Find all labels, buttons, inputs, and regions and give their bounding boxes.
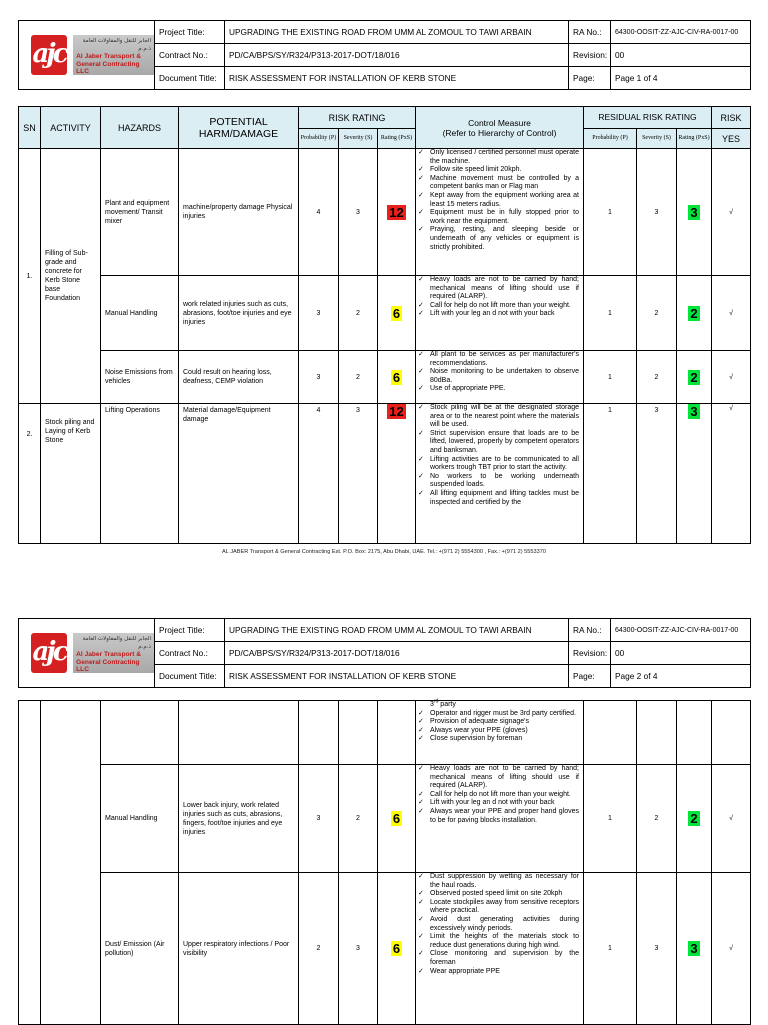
list-item: ✓ Kept away from the equipment working area at least 15 meters radius. <box>418 192 579 209</box>
list-item: ✓ Operator and rigger must be 3rd party certified. <box>418 710 579 719</box>
rating-cell <box>378 404 416 544</box>
table-row <box>19 404 751 544</box>
risk-cell <box>712 701 751 765</box>
residual-severity-cell: 2 <box>637 765 677 873</box>
ra-no: 64300-OOSIT-ZZ-AJC-CIV-RA-0017-00 <box>611 21 751 44</box>
residual-rating-cell <box>677 873 712 1025</box>
hazard-cell: Manual Handling <box>101 276 179 351</box>
rating-badge: 6 <box>392 811 401 826</box>
table-row <box>19 351 751 404</box>
severity-cell: 3 <box>339 404 378 544</box>
list-item: ✓ Equipment must be in fully stopped prior to work near the equipment. <box>418 209 579 226</box>
list-item: ✓ Use of appropriate PPE. <box>418 385 579 394</box>
page-number: Page 1 of 4 <box>611 67 751 90</box>
col-sn: SN <box>19 107 41 149</box>
harm-cell: work related injuries such as cuts, abrasions, foot/toe injuries and eye injuries <box>179 276 299 351</box>
contract-no-label: Contract No.: <box>155 44 225 67</box>
rating-cell <box>378 701 416 765</box>
contract-no: PD/CA/BPS/SY/R324/P313-2017-DOT/18/016 <box>225 642 569 665</box>
list-item: ✓ Close monitoring and supervision by the foreman <box>418 950 579 967</box>
rating-badge: 6 <box>392 305 401 321</box>
col-risk: RISK <box>712 107 751 129</box>
ra-no-label: RA No.: <box>569 21 611 44</box>
list-item: ✓ Only licensed / certified personnel must operate the machine. <box>418 149 579 166</box>
rating-cell <box>378 351 416 404</box>
contract-no-label: Contract No.: <box>155 642 225 665</box>
col-control-measure: Control Measure (Refer to Hierarchy of Control) <box>416 107 584 149</box>
list-item: ✓ No workers to be working underneath suspended loads. <box>418 473 579 490</box>
ra-no-label: RA No.: <box>569 619 611 642</box>
harm-cell: machine/property damage Physical injuries <box>179 149 299 276</box>
page-number: Page 2 of 4 <box>611 665 751 688</box>
hazard-cell: Lifting Operations <box>101 404 179 544</box>
revision-label: Revision: <box>569 642 611 665</box>
residual-probability-cell: 1 <box>584 149 637 276</box>
check-mark-icon: √ <box>712 149 751 276</box>
project-title: UPGRADING THE EXISTING ROAD FROM UMM AL ZOMOUL TO TAWI ARBAIN <box>225 21 569 44</box>
list-item: ✓ Close supervision by foreman <box>418 735 579 744</box>
probability-cell: 3 <box>299 351 339 404</box>
severity-cell <box>339 701 378 765</box>
col-residual-rating: Rating (PxS) <box>677 129 712 149</box>
list-item: ✓ Follow site speed limit 20kph. <box>418 166 579 175</box>
severity-cell: 2 <box>339 276 378 351</box>
hazard-cell: Noise Emissions from vehicles <box>101 351 179 404</box>
company-logo: ajc الجابر للنقل والمقاولات العامة ذ.م.م Al Jaber Transport & General Contracting LLC <box>19 619 155 688</box>
control-measure-cell <box>416 276 584 351</box>
hazard-cell: Manual Handling <box>101 765 179 873</box>
list-item: ✓ Dust suppression by wetting as necessary for the haul roads. <box>418 873 579 890</box>
harm-cell: Lower back injury, work related injuries such as cuts, abrasions, fingers, foot/toe injuries and eye injuries <box>179 765 299 873</box>
sn-cell: 2. <box>19 404 41 544</box>
residual-severity-cell: 3 <box>637 873 677 1025</box>
residual-probability-cell: 1 <box>584 276 637 351</box>
col-activity: ACTIVITY <box>41 107 101 149</box>
residual-rating-cell <box>677 404 712 544</box>
severity-cell: 2 <box>339 351 378 404</box>
list-item: ✓ Wear appropriate PPE <box>418 968 579 977</box>
table-row <box>19 765 751 873</box>
probability-cell: 4 <box>299 404 339 544</box>
list-item: ✓ Limit the heights of the materials stock to reduce dust generations during high wind. <box>418 933 579 950</box>
severity-cell: 3 <box>339 149 378 276</box>
probability-cell <box>299 701 339 765</box>
list-item: ✓ Praying, resting, and sleeping beside or underneath of any vehicles or equipment is strictly prohibited. <box>418 226 579 252</box>
col-residual-risk: RESIDUAL RISK RATING <box>584 107 712 129</box>
table-row <box>19 701 751 765</box>
table-row <box>19 149 751 276</box>
list-item: ✓ Observed posted speed limit on site 20kph <box>418 890 579 899</box>
list-item: ✓ Machine movement must be controlled by a competent banks man or Flag man <box>418 175 579 192</box>
activity-cell <box>41 701 101 1025</box>
list-item: ✓ Heavy loads are not to be carried by hand; mechanical means of lifting should use if required (ALARP). <box>418 765 579 791</box>
page-label: Page: <box>569 665 611 688</box>
list-item: ✓ Heavy loads are not to be carried by hand; mechanical means of lifting should use if required (ALARP). <box>418 276 579 302</box>
harm-cell: Could result on hearing loss, deafness, CEMP violation <box>179 351 299 404</box>
rating-badge: 12 <box>389 204 404 220</box>
project-title-label: Project Title: <box>155 21 225 44</box>
col-hazards: HAZARDS <box>101 107 179 149</box>
residual-rating-badge: 2 <box>690 811 698 826</box>
residual-severity-cell: 3 <box>637 149 677 276</box>
col-severity: Severity (S) <box>339 129 378 149</box>
risk-assessment-table-continued <box>18 700 751 1025</box>
rating-badge: 12 <box>389 404 404 419</box>
list-item: ✓ All plant to be services as per manufacturer's recommendations. <box>418 351 579 368</box>
hazard-cell <box>101 701 179 765</box>
rating-cell <box>378 276 416 351</box>
page-footer: AL JABER Transport & General Contracting Est. P.O. Box: 2175, Abu Dhabi, UAE. Tel.: +(971 2) 5554300 , Fax.: +(971 2) 5553370 <box>222 549 546 555</box>
sn-cell: 1. <box>19 149 41 404</box>
document-title-label: Document Title: <box>155 67 225 90</box>
residual-rating-badge: 3 <box>690 404 698 419</box>
residual-rating-badge: 2 <box>690 369 698 385</box>
severity-cell: 2 <box>339 765 378 873</box>
harm-cell: Upper respiratory infections / Poor visibility <box>179 873 299 1025</box>
residual-probability-cell <box>584 701 637 765</box>
control-measure-cell <box>416 149 584 276</box>
list-item: ✓ Stock piling will be at the designated storage area or to the nearest point where the materials will be used. <box>418 404 579 430</box>
residual-probability-cell: 1 <box>584 765 637 873</box>
residual-rating-cell <box>677 149 712 276</box>
list-item: ✓ Locate stockpiles away from sensitive receptors where practical. <box>418 899 579 916</box>
control-measure-cell <box>416 351 584 404</box>
list-item: ✓ Provision of adequate signage's <box>418 718 579 727</box>
list-item: ✓ Call for help do not lift more than your weight. <box>418 791 579 800</box>
residual-probability-cell: 1 <box>584 873 637 1025</box>
check-mark-icon: √ <box>712 276 751 351</box>
check-mark-icon: √ <box>712 404 751 544</box>
table-row <box>19 873 751 1025</box>
probability-cell: 3 <box>299 765 339 873</box>
residual-severity-cell: 2 <box>637 276 677 351</box>
check-mark-icon: √ <box>712 873 751 1025</box>
residual-rating-cell <box>677 701 712 765</box>
rating-badge: 6 <box>392 941 401 956</box>
rating-cell <box>378 873 416 1025</box>
activity-cell: Stock piling and Laying of Kerb Stone <box>41 404 101 544</box>
residual-severity-cell: 2 <box>637 351 677 404</box>
company-logo: ajc الجابر للنقل والمقاولات العامة ذ.م.م Al Jaber Transport & General Contracting LLC <box>19 21 155 90</box>
document-header <box>18 20 751 90</box>
residual-severity-cell: 3 <box>637 404 677 544</box>
document-title: RISK ASSESSMENT FOR INSTALLATION OF KERB STONE <box>225 665 569 688</box>
activity-cell: Filling of Sub-grade and concrete for Kerb Stone base Foundation <box>41 149 101 404</box>
col-probability: Probability (P) <box>299 129 339 149</box>
document-header <box>18 618 751 688</box>
list-item: ✓ Strict supervision ensure that loads are to be lifted, lowered, properly by competent operators and banksman. <box>418 430 579 456</box>
revision-label: Revision: <box>569 44 611 67</box>
residual-probability-cell: 1 <box>584 351 637 404</box>
revision: 00 <box>611 44 751 67</box>
col-potential-harm: POTENTIAL HARM/DAMAGE <box>179 107 299 149</box>
list-item: ✓ Avoid dust generating activities during excessively windy periods. <box>418 916 579 933</box>
project-title-label: Project Title: <box>155 619 225 642</box>
check-mark-icon: √ <box>712 351 751 404</box>
control-measure-cell <box>416 873 584 1025</box>
list-item: ✓ Noise monitoring to be undertaken to observe 80dBa. <box>418 368 579 385</box>
probability-cell: 2 <box>299 873 339 1025</box>
residual-rating-cell <box>677 351 712 404</box>
residual-rating-cell <box>677 276 712 351</box>
ra-no: 64300-OOSIT-ZZ-AJC-CIV-RA-0017-00 <box>611 619 751 642</box>
control-measure-cell <box>416 698 584 765</box>
residual-rating-badge: 2 <box>690 305 698 321</box>
page-label: Page: <box>569 67 611 90</box>
risk-assessment-table <box>18 106 751 544</box>
contract-no: PD/CA/BPS/SY/R324/P313-2017-DOT/18/016 <box>225 44 569 67</box>
rating-cell <box>378 765 416 873</box>
rating-cell <box>378 149 416 276</box>
col-rating: Rating (PxS) <box>378 129 416 149</box>
check-mark-icon: √ <box>712 765 751 873</box>
col-yes: YES <box>712 129 751 149</box>
residual-probability-cell: 1 <box>584 404 637 544</box>
list-item: 3rd party <box>430 698 456 708</box>
residual-rating-badge: 3 <box>690 204 698 220</box>
list-item: ✓ Always wear your PPE and proper hand gloves to be for paving blocks installation. <box>418 808 579 825</box>
project-title: UPGRADING THE EXISTING ROAD FROM UMM AL ZOMOUL TO TAWI ARBAIN <box>225 619 569 642</box>
residual-severity-cell <box>637 701 677 765</box>
list-item: ✓ Lift with your leg an d not with your back <box>418 310 579 319</box>
sn-cell <box>19 701 41 1025</box>
list-item: ✓ Lift with your leg an d not with your back <box>418 799 579 808</box>
control-measure-cell <box>416 765 584 873</box>
residual-rating-badge: 3 <box>690 941 698 956</box>
document-title: RISK ASSESSMENT FOR INSTALLATION OF KERB STONE <box>225 67 569 90</box>
harm-cell <box>179 701 299 765</box>
rating-badge: 6 <box>392 369 401 385</box>
probability-cell: 3 <box>299 276 339 351</box>
list-item: ✓ Call for help do not lift more than your weight. <box>418 302 579 311</box>
severity-cell: 3 <box>339 873 378 1025</box>
table-row <box>19 276 751 351</box>
col-residual-severity: Severity (S) <box>637 129 677 149</box>
revision: 00 <box>611 642 751 665</box>
col-risk-rating: RISK RATING <box>299 107 416 129</box>
list-item: ✓ Lifting activities are to be communicated to all workers trough TBT prior to start the activity. <box>418 456 579 473</box>
document-title-label: Document Title: <box>155 665 225 688</box>
list-item: ✓ All lifting equipment and lifting tackles must be inspected and certified by the <box>418 490 579 507</box>
probability-cell: 4 <box>299 149 339 276</box>
residual-rating-cell <box>677 765 712 873</box>
hazard-cell: Dust/ Emission (Air pollution) <box>101 873 179 1025</box>
col-residual-probability: Probability (P) <box>584 129 637 149</box>
list-item: ✓ Always wear your PPE (gloves) <box>418 727 579 736</box>
control-measure-cell <box>416 404 584 544</box>
hazard-cell: Plant and equipment movement/ Transit mixer <box>101 149 179 276</box>
harm-cell: Material damage/Equipment damage <box>179 404 299 544</box>
